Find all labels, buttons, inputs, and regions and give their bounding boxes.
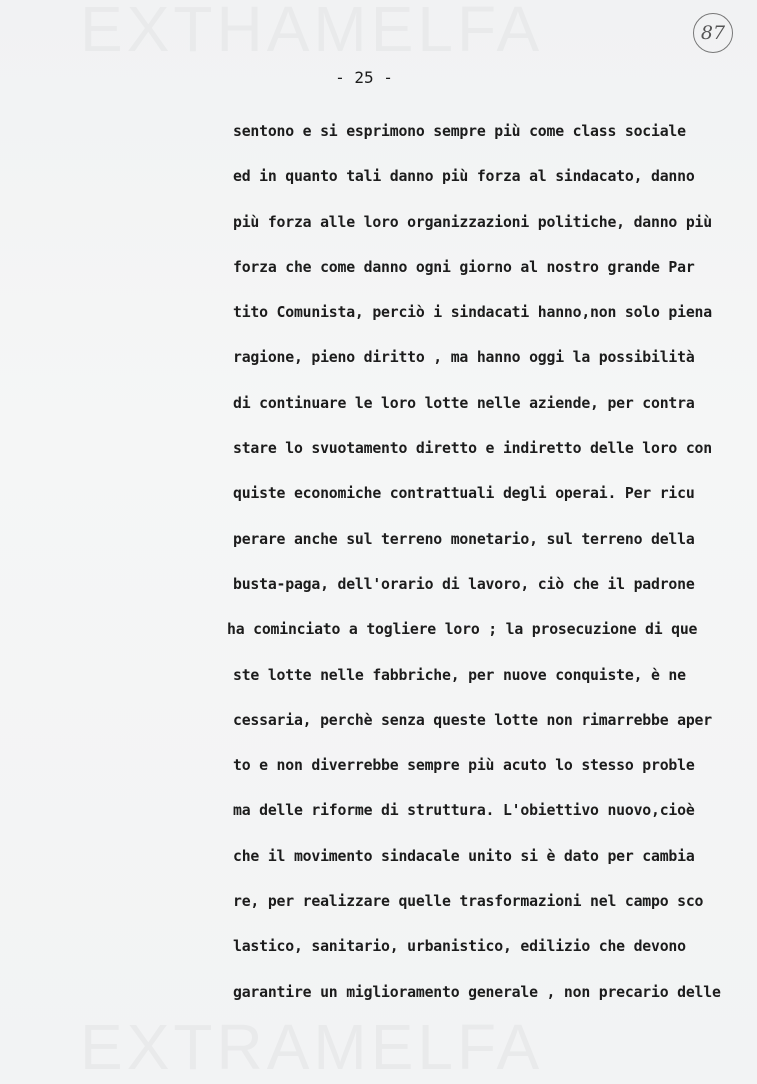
text-line-10: perare anche sul terreno monetario, sul terreno della [233,530,695,548]
archive-stamp: 87 [693,13,733,53]
text-line-12: ha cominciato a togliere loro ; la prosecuzione di que [227,621,698,639]
text-line-17: che il movimento sindacale unito si è dato per cambia [233,847,695,865]
text-line-16: ma delle riforme di struttura. L'obiettivo nuovo,cioè [233,802,695,820]
text-line-8: stare lo svuotamento diretto e indiretto delle loro con [233,440,712,458]
text-line-6: ragione, pieno diritto , ma hanno oggi la possibilità [233,349,695,367]
text-line-11: busta-paga, dell'orario di lavoro, ciò che il padrone [233,575,695,593]
text-line-14: cessaria, perchè senza queste lotte non rimarrebbe aper [233,711,712,729]
page-number: - 25 - [335,68,393,87]
text-line-3: più forza alle loro organizzazioni politiche, danno più [233,213,712,231]
text-line-4: forza che come danno ogni giorno al nostro grande Par [233,258,695,276]
typed-text-body [227,120,721,1026]
text-line-2: ed in quanto tali danno più forza al sindacato, danno [233,168,695,186]
watermark-top: EXTHAMELFA [80,0,544,65]
text-line-1: sentono e si esprimono sempre più come class sociale [233,123,686,140]
text-line-18: re, per realizzare quelle trasformazioni nel campo sco [233,893,704,911]
text-line-7: di continuare le loro lotte nelle aziende, per contra [233,394,695,412]
text-line-9: quiste economiche contrattuali degli operai. Per ricu [233,485,695,503]
text-line-5: tito Comunista, perciò i sindacati hanno,non solo piena [233,304,712,322]
text-line-19: lastico, sanitario, urbanistico, edilizio che devono [233,938,686,956]
text-line-15: to e non diverrebbe sempre più acuto lo stesso proble [233,757,695,775]
text-line-13: ste lotte nelle fabbriche, per nuove conquiste, è ne [233,666,686,684]
text-line-20: garantire un miglioramento generale , non precario delle [233,983,721,1001]
watermark-bottom: EXTRAMELFA [80,1011,544,1083]
